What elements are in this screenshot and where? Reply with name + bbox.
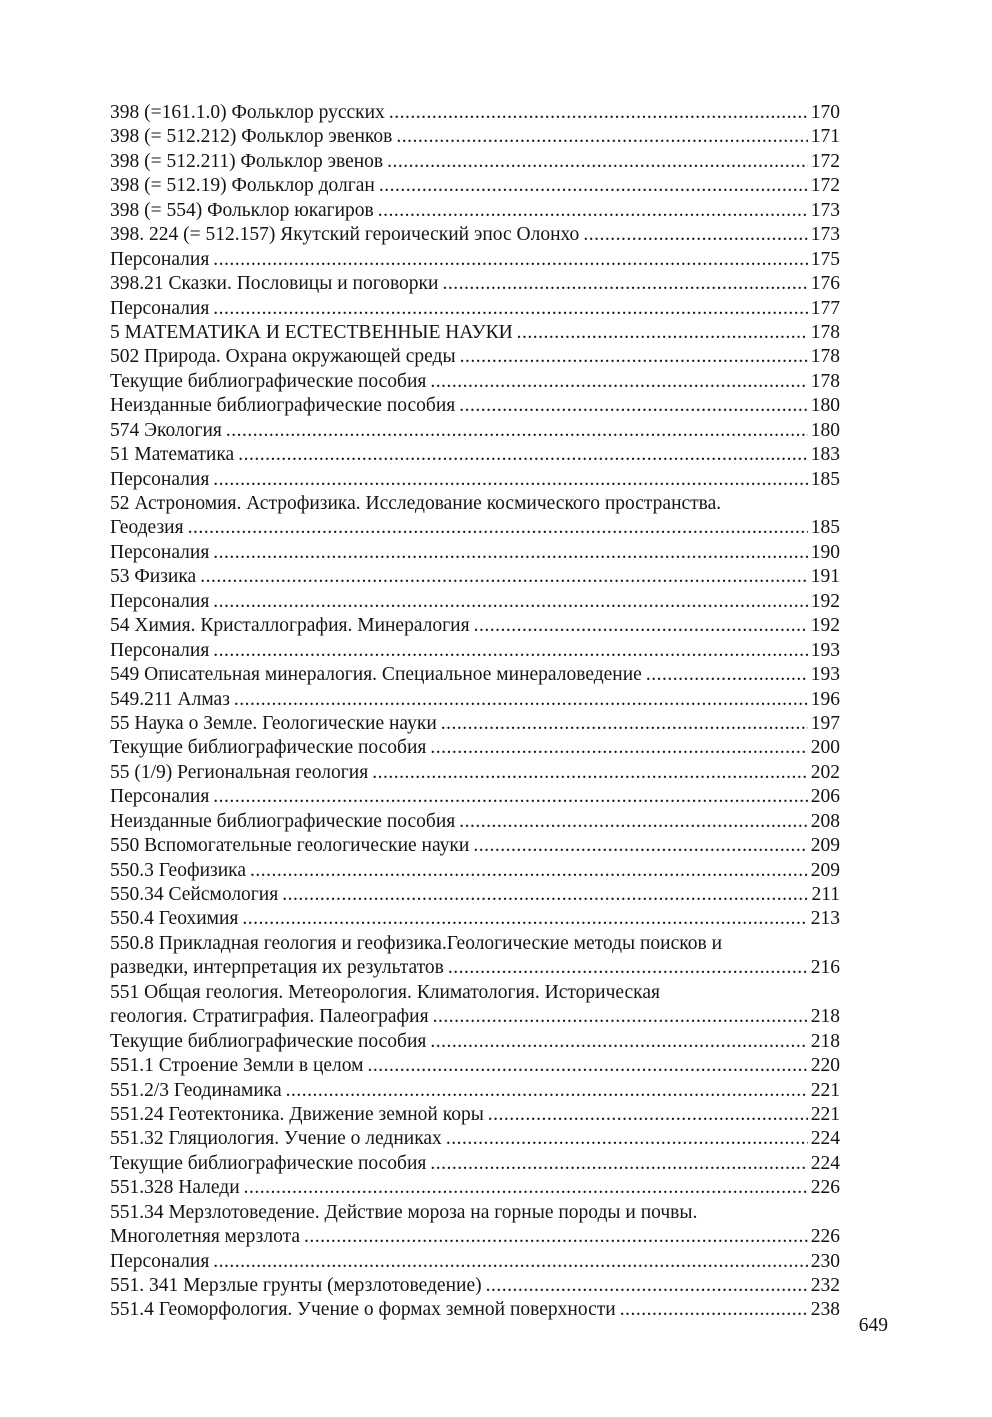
toc-entry-title: Персоналия — [110, 297, 210, 319]
toc-leader-dots — [517, 321, 808, 345]
toc-entry-page: 180 — [810, 419, 840, 441]
toc-entry — [110, 321, 840, 345]
toc-entry — [110, 1274, 840, 1298]
toc-leader-dots — [188, 516, 808, 540]
toc-leader-dots — [213, 248, 807, 272]
toc-entry-title: Многолетняя мерзлота — [110, 1226, 301, 1248]
toc-entry-page: 175 — [810, 248, 840, 270]
toc-leader-dots — [282, 883, 808, 907]
toc-entry-page: 192 — [810, 615, 840, 637]
toc-leader-dots — [448, 956, 808, 980]
toc-entry-title: Текущие библиографические пособия — [110, 370, 427, 392]
toc-entry — [110, 272, 840, 296]
toc-entry-title: 549 Описательная минералогия. Специальное минераловедение — [110, 664, 642, 686]
table-of-contents — [110, 101, 840, 1323]
toc-entry-title: 398 (=161.1.0) Фольклор русских — [110, 102, 385, 123]
toc-entry — [110, 419, 840, 443]
toc-entry-title: Персоналия — [110, 590, 210, 612]
toc-entry — [110, 370, 840, 394]
toc-entry-page: 177 — [810, 297, 840, 319]
toc-entry-title: 5 МАТЕМАТИКА И ЕСТЕСТВЕННЫЕ НАУКИ — [110, 321, 513, 343]
toc-leader-dots — [213, 785, 807, 809]
toc-entry-title: 551 Общая геология. Метеорология. Климатология. Историческая — [110, 981, 660, 1003]
toc-entry-page: 238 — [810, 1299, 840, 1321]
toc-entry — [110, 1127, 840, 1151]
toc-entry — [110, 150, 840, 174]
toc-entry-page: 173 — [810, 199, 840, 221]
toc-entry — [110, 834, 840, 858]
toc-entry-title: Текущие библиографические пособия — [110, 1152, 427, 1174]
toc-entry — [110, 1030, 840, 1054]
toc-leader-dots — [583, 223, 807, 247]
toc-entry-title: 549.211 Алмаз — [110, 688, 230, 710]
toc-entry — [110, 859, 840, 883]
toc-entry-title: 550.3 Геофизика — [110, 859, 246, 881]
toc-entry-page: 196 — [810, 688, 840, 710]
toc-leader-dots — [620, 1298, 808, 1322]
toc-entry-title: Неизданные библиографические пособия — [110, 395, 456, 417]
toc-leader-dots — [226, 419, 808, 443]
toc-leader-dots — [286, 1079, 808, 1103]
toc-leader-dots — [242, 907, 807, 931]
toc-entry — [110, 590, 840, 614]
toc-entry — [110, 1250, 840, 1274]
toc-entry — [110, 443, 840, 467]
toc-entry-page: 209 — [810, 859, 840, 881]
toc-entry — [110, 1005, 840, 1029]
toc-entry — [110, 639, 840, 663]
toc-entry-title: 502 Природа. Охрана окружающей среды — [110, 346, 456, 368]
toc-entry — [110, 663, 840, 687]
toc-entry — [110, 883, 840, 907]
toc-entry-page: 211 — [811, 884, 840, 905]
toc-entry-page: 213 — [810, 908, 840, 930]
toc-entry-title: 551. 341 Мерзлые грунты (мерзлотоведение) — [110, 1275, 482, 1296]
toc-entry-title: 52 Астрономия. Астрофизика. Исследование космического пространства. — [110, 493, 722, 514]
toc-entry-page: 178 — [810, 346, 840, 368]
toc-entry — [110, 248, 840, 272]
toc-entry-title: 398. 224 (= 512.157) Якутский героический эпос Олонхо — [110, 224, 580, 246]
toc-entry-page: 170 — [810, 102, 840, 123]
toc-leader-dots — [486, 1274, 808, 1298]
toc-entry-page: 202 — [810, 761, 840, 783]
toc-entry-page: 226 — [810, 1226, 840, 1248]
toc-entry-page: 176 — [810, 273, 840, 295]
toc-entry-title: 551.24 Геотектоника. Движение земной коры — [110, 1103, 484, 1125]
toc-entry — [110, 810, 840, 834]
toc-entry-title: разведки, интерпретация их результатов — [110, 957, 444, 979]
toc-entry-title: Персоналия — [110, 639, 210, 661]
toc-leader-dots — [459, 394, 808, 418]
toc-entry-title: Геодезия — [110, 517, 184, 539]
toc-leader-dots — [474, 614, 808, 638]
toc-entry-page: 192 — [810, 590, 840, 612]
toc-leader-dots — [372, 761, 808, 785]
toc-entry-title: Персоналия — [110, 1250, 210, 1272]
toc-entry-title: Текущие библиографические пособия — [110, 1030, 427, 1052]
toc-entry-title: 551.1 Строение Земли в целом — [110, 1055, 364, 1077]
toc-entry-page: 172 — [810, 175, 840, 197]
toc-entry-page: 193 — [810, 664, 840, 686]
toc-entry-page: 218 — [810, 1006, 840, 1028]
toc-entry — [110, 1079, 840, 1103]
toc-entry — [110, 174, 840, 198]
toc-entry — [110, 736, 840, 760]
toc-leader-dots — [213, 297, 807, 321]
toc-entry-page: 178 — [810, 321, 840, 343]
toc-entry-title: 550.8 Прикладная геология и геофизика.Геологические методы поисков и — [110, 932, 723, 954]
toc-leader-dots — [646, 663, 808, 687]
toc-leader-dots — [213, 468, 807, 492]
toc-entry-page: 224 — [810, 1152, 840, 1174]
toc-entry-title: 551.2/3 Геодинамика — [110, 1079, 282, 1101]
toc-entry-page: 197 — [810, 712, 840, 734]
toc-entry-title: 398.21 Сказки. Пословицы и поговорки — [110, 273, 439, 295]
toc-entry-page: 218 — [810, 1030, 840, 1052]
toc-entry — [110, 1103, 840, 1127]
toc-entry — [110, 761, 840, 785]
toc-entry — [110, 394, 840, 418]
toc-entry — [110, 981, 840, 1005]
toc-entry-page: 178 — [810, 370, 840, 392]
toc-entry — [110, 907, 840, 931]
toc-entry-page: 221 — [810, 1103, 840, 1125]
toc-entry — [110, 541, 840, 565]
toc-leader-dots — [387, 150, 808, 174]
toc-entry-page: 173 — [810, 224, 840, 246]
toc-leader-dots — [441, 712, 808, 736]
toc-leader-dots — [460, 345, 808, 369]
toc-leader-dots — [213, 590, 807, 614]
toc-entry-page: 193 — [810, 639, 840, 661]
toc-entry-title: 551.328 Наледи — [110, 1177, 240, 1199]
toc-entry-title: геология. Стратиграфия. Палеография — [110, 1006, 429, 1028]
toc-entry-title: Текущие библиографические пособия — [110, 737, 427, 759]
toc-entry — [110, 1225, 840, 1249]
toc-entry — [110, 1054, 840, 1078]
toc-entry-title: 550.34 Сейсмология — [110, 884, 279, 905]
toc-leader-dots — [367, 1054, 807, 1078]
toc-entry-page: 185 — [810, 517, 840, 539]
toc-entry — [110, 785, 840, 809]
toc-leader-dots — [430, 1030, 807, 1054]
toc-leader-dots — [442, 272, 807, 296]
toc-entry-title: 550 Вспомогательные геологические науки — [110, 835, 470, 857]
toc-entry-title: 550.4 Геохимия — [110, 908, 239, 930]
toc-leader-dots — [430, 736, 807, 760]
toc-leader-dots — [379, 174, 808, 198]
toc-entry-page: 221 — [810, 1079, 840, 1101]
toc-leader-dots — [244, 1176, 808, 1200]
toc-leader-dots — [213, 639, 807, 663]
toc-entry-title: Персоналия — [110, 248, 210, 270]
toc-entry-title: Персоналия — [110, 468, 210, 490]
toc-entry — [110, 223, 840, 247]
toc-entry-page: 224 — [810, 1128, 840, 1150]
toc-entry — [110, 468, 840, 492]
toc-entry — [110, 614, 840, 638]
toc-entry-title: 574 Экология — [110, 419, 222, 441]
toc-leader-dots — [234, 688, 808, 712]
toc-entry — [110, 932, 840, 956]
toc-entry-title: 53 Физика — [110, 566, 197, 588]
toc-entry-title: 51 Математика — [110, 444, 235, 466]
toc-entry-title: 55 (1/9) Региональная геология — [110, 761, 369, 783]
toc-entry — [110, 125, 840, 149]
toc-entry-title: 54 Химия. Кристаллография. Минералогия — [110, 615, 470, 637]
toc-entry-title: 55 Наука о Земле. Геологические науки — [110, 712, 437, 734]
toc-entry-page: 206 — [810, 786, 840, 808]
toc-leader-dots — [213, 541, 807, 565]
toc-entry — [110, 565, 840, 589]
toc-entry — [110, 492, 840, 516]
toc-entry-page: 191 — [810, 566, 840, 588]
toc-leader-dots — [430, 370, 807, 394]
toc-entry-page: 171 — [810, 126, 840, 148]
toc-leader-dots — [378, 199, 808, 223]
toc-entry-title: 551.4 Геоморфология. Учение о формах земной поверхности — [110, 1299, 616, 1321]
toc-entry-title: Персоналия — [110, 541, 210, 563]
toc-entry-title: 551.34 Мерзлотоведение. Действие мороза на горные породы и почвы. — [110, 1201, 698, 1223]
toc-leader-dots — [430, 1152, 807, 1176]
toc-leader-dots — [459, 810, 808, 834]
toc-leader-dots — [304, 1225, 808, 1249]
toc-entry — [110, 297, 840, 321]
toc-leader-dots — [213, 1250, 807, 1274]
toc-entry-page: 232 — [810, 1275, 840, 1296]
toc-entry-page: 185 — [810, 468, 840, 490]
toc-entry-title: 551.32 Гляциология. Учение о ледниках — [110, 1128, 442, 1150]
toc-entry — [110, 956, 840, 980]
toc-entry — [110, 688, 840, 712]
toc-leader-dots — [473, 834, 807, 858]
toc-entry-title: 398 (= 512.212) Фольклор эвенков — [110, 126, 393, 148]
toc-entry-page: 180 — [810, 395, 840, 417]
toc-leader-dots — [238, 443, 808, 467]
page-number: 649 — [858, 1315, 888, 1336]
toc-entry — [110, 712, 840, 736]
toc-leader-dots — [396, 125, 807, 149]
toc-leader-dots — [389, 101, 808, 125]
toc-entry — [110, 516, 840, 540]
toc-entry-title: 398 (= 512.19) Фольклор долган — [110, 175, 375, 197]
toc-entry-page: 220 — [810, 1055, 840, 1077]
toc-entry-page: 226 — [810, 1177, 840, 1199]
toc-entry-page: 208 — [810, 810, 840, 832]
toc-entry-page: 183 — [810, 444, 840, 466]
toc-entry — [110, 1201, 840, 1225]
toc-entry-page: 172 — [810, 150, 840, 172]
toc-entry-title: Неизданные библиографические пособия — [110, 810, 456, 832]
toc-entry — [110, 1176, 840, 1200]
toc-entry-title: 398 (= 512.211) Фольклор эвенов — [110, 150, 384, 172]
toc-entry-page: 216 — [810, 957, 840, 979]
toc-entry-page: 230 — [810, 1250, 840, 1272]
toc-leader-dots — [250, 859, 808, 883]
toc-entry — [110, 101, 840, 125]
toc-entry-page: 200 — [810, 737, 840, 759]
toc-entry — [110, 1298, 840, 1322]
toc-leader-dots — [200, 565, 808, 589]
toc-entry-page: 209 — [810, 835, 840, 857]
toc-leader-dots — [488, 1103, 808, 1127]
toc-entry — [110, 199, 840, 223]
toc-entry — [110, 345, 840, 369]
toc-entry-title: 398 (= 554) Фольклор юкагиров — [110, 199, 374, 221]
toc-leader-dots — [446, 1127, 808, 1151]
toc-entry-page: 190 — [810, 541, 840, 563]
toc-entry-title: Персоналия — [110, 786, 210, 808]
toc-leader-dots — [433, 1005, 808, 1029]
toc-entry — [110, 1152, 840, 1176]
